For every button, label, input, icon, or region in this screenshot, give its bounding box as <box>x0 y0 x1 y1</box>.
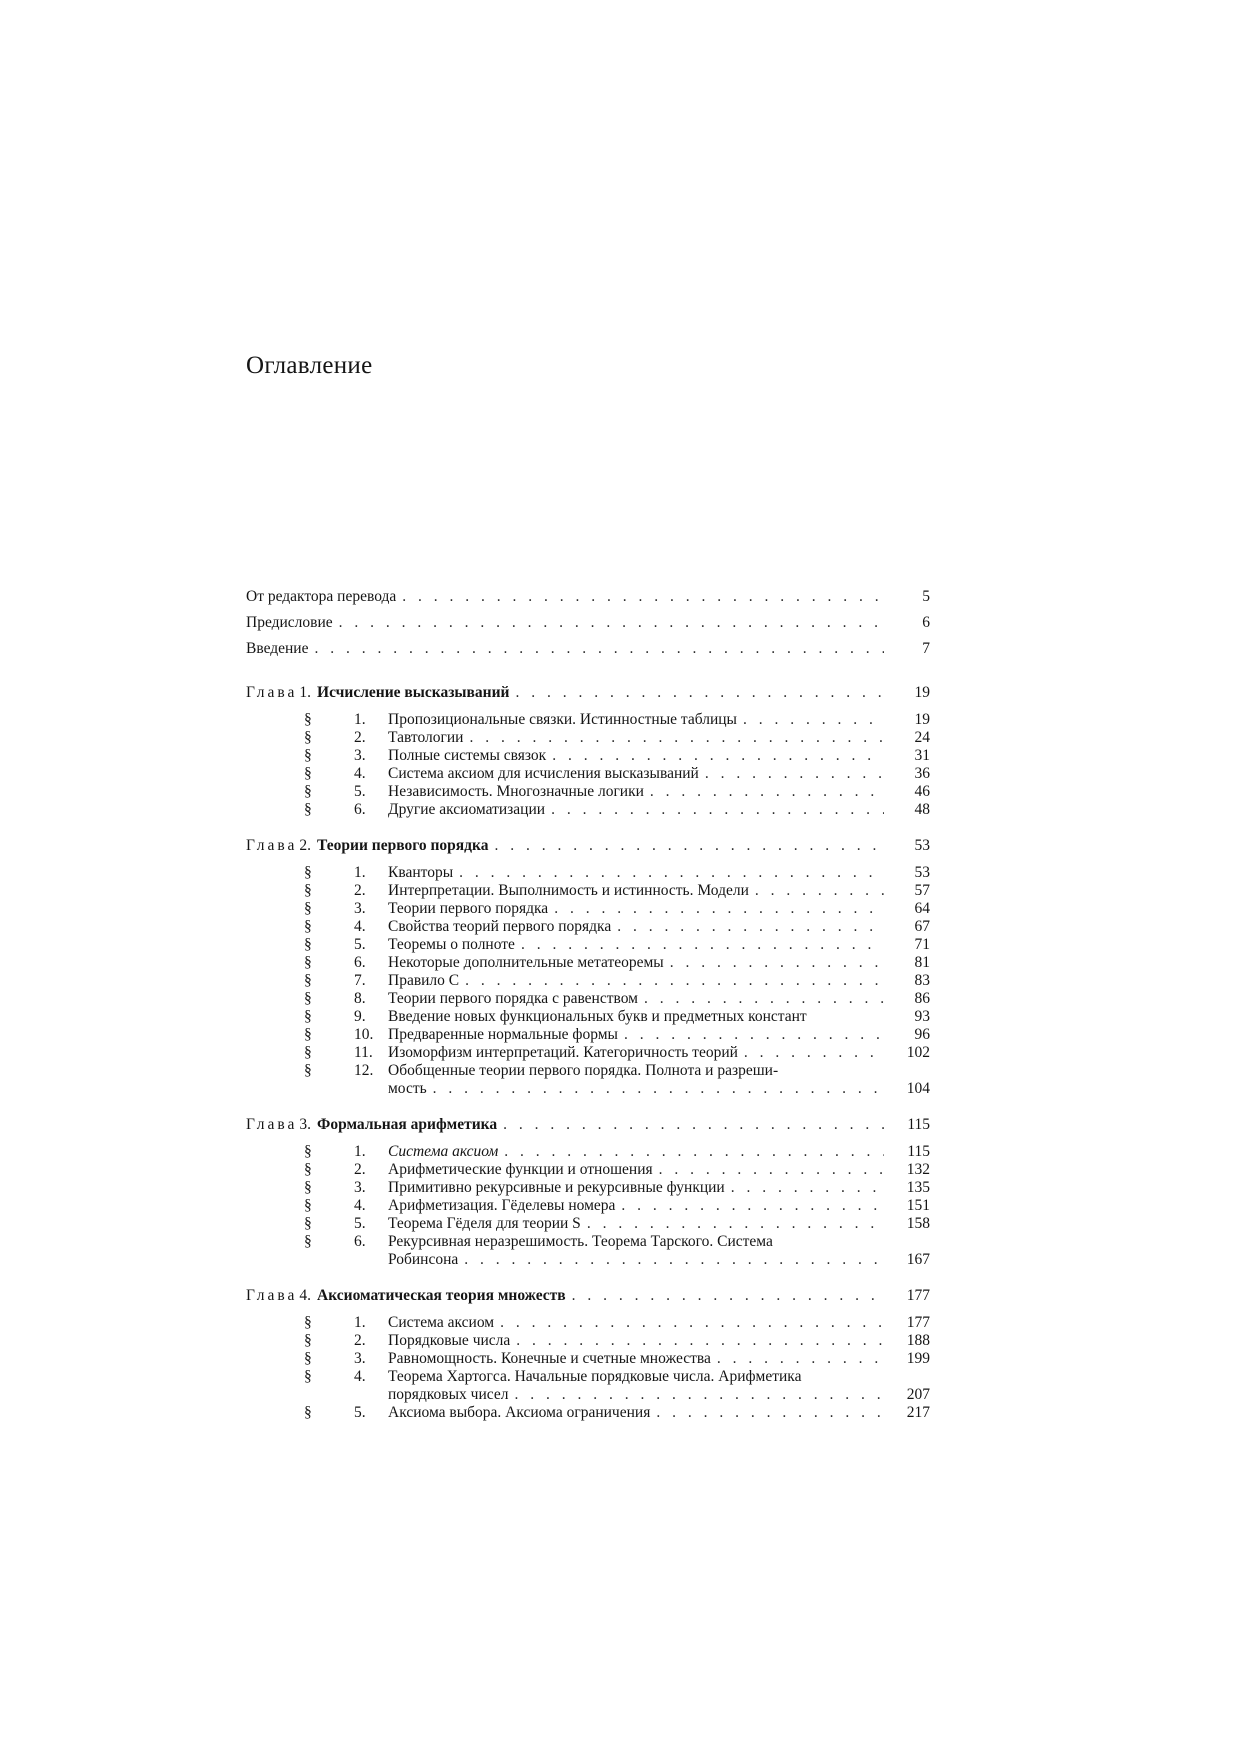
section-title: Тавтологии <box>388 729 464 746</box>
section-sign: § <box>304 783 312 800</box>
section-title: Обобщенные теории первого порядка. Полнота и разреши- <box>388 1062 779 1079</box>
page-number: 135 <box>906 1179 930 1196</box>
section-sign: § <box>304 1215 312 1232</box>
section-title: Введение новых функциональных букв и предметных констант <box>388 1008 807 1025</box>
page-number: 177 <box>906 1314 930 1331</box>
section-sign: § <box>304 882 312 899</box>
chapter-block <box>246 684 930 819</box>
section-title: Кванторы <box>388 864 454 881</box>
section-sign: § <box>304 1008 312 1025</box>
toc-entry-section[interactable] <box>246 711 930 729</box>
section-number: 1. <box>354 1143 366 1160</box>
toc-entry-section[interactable] <box>246 765 930 783</box>
toc-entry-section[interactable] <box>246 1179 930 1197</box>
section-number: 7. <box>354 972 366 989</box>
section-sign: § <box>304 801 312 818</box>
dot-leader <box>552 747 884 765</box>
section-number: 1. <box>354 1314 366 1331</box>
section-number: 5. <box>354 936 366 953</box>
dot-leader <box>464 1251 884 1269</box>
toc-entry-section[interactable] <box>246 990 930 1008</box>
chapter-title: Формальная арифметика <box>317 1116 498 1133</box>
page-number: 53 <box>914 864 930 881</box>
dot-leader <box>515 684 884 702</box>
section-title: Правило C <box>388 972 460 989</box>
toc-entry-section[interactable] <box>246 1044 930 1062</box>
chapter-title: Теории первого порядка <box>317 837 489 854</box>
chapter-number: 4. <box>299 1287 312 1304</box>
section-number: 3. <box>354 747 366 764</box>
section-number: 6. <box>354 801 366 818</box>
toc-entry-section-continuation[interactable] <box>246 1386 930 1404</box>
chapter-lead <box>246 837 488 855</box>
dot-leader <box>465 972 884 990</box>
section-title: Другие аксиоматизации <box>388 801 546 818</box>
toc-entry-section[interactable] <box>246 783 930 801</box>
section-sign: § <box>304 1026 312 1043</box>
entry-title: Введение <box>246 640 309 657</box>
section-sign: § <box>304 1044 312 1061</box>
chapter-title: Аксиоматическая теория множеств <box>317 1287 566 1304</box>
page-number: 217 <box>906 1404 930 1421</box>
section-number: 12. <box>354 1062 374 1079</box>
section-sign: § <box>304 1179 312 1196</box>
section-sign: § <box>304 1143 312 1160</box>
dot-leader <box>554 900 884 918</box>
toc-entry-section[interactable] <box>246 1062 930 1080</box>
toc-entry-section[interactable] <box>246 972 930 990</box>
page-number: 151 <box>906 1197 930 1214</box>
section-number: 3. <box>354 900 366 917</box>
dot-leader <box>659 1161 884 1179</box>
toc-entry-section[interactable] <box>246 1143 930 1161</box>
toc-entry-front-matter[interactable] <box>246 588 930 614</box>
section-title: Рекурсивная неразрешимость. Теорема Тарского. Система <box>388 1233 773 1250</box>
dot-leader <box>551 801 884 819</box>
section-title-continuation: Робинсона <box>388 1251 459 1268</box>
chapter-lead <box>246 1287 566 1305</box>
dot-leader <box>433 1080 884 1098</box>
section-number: 6. <box>354 1233 366 1250</box>
section-title: Полные системы связок <box>388 747 547 764</box>
toc-entry-section[interactable] <box>246 900 930 918</box>
section-title: Система аксиом <box>388 1143 499 1160</box>
dot-leader <box>503 1116 884 1134</box>
dot-leader <box>500 1314 884 1332</box>
dot-leader <box>755 882 884 900</box>
toc-entry-section[interactable] <box>246 1215 930 1233</box>
section-sign: § <box>304 765 312 782</box>
page-number: 93 <box>914 1008 930 1025</box>
chapter-block <box>246 837 930 1098</box>
dot-leader <box>494 837 884 855</box>
page-number: 19 <box>914 711 930 728</box>
toc-entry-section-continuation[interactable] <box>246 1251 930 1269</box>
dot-leader <box>572 1287 884 1305</box>
toc-entry-section[interactable] <box>246 1404 930 1422</box>
page-number: 31 <box>914 747 930 764</box>
dot-leader <box>504 1143 884 1161</box>
section-number: 2. <box>354 882 366 899</box>
dot-leader <box>339 614 884 632</box>
dot-leader <box>516 1332 884 1350</box>
dot-leader <box>731 1179 884 1197</box>
dot-leader <box>617 918 884 936</box>
section-title: Равномощность. Конечные и счетные множества <box>388 1350 711 1367</box>
section-title: Изоморфизм интерпретаций. Категоричность теорий <box>388 1044 738 1061</box>
toc-entry-section[interactable] <box>246 1233 930 1251</box>
toc-entry-front-matter[interactable] <box>246 614 930 640</box>
section-number: 6. <box>354 954 366 971</box>
dot-leader <box>705 765 884 783</box>
page-number: 104 <box>906 1080 930 1097</box>
chapter-title: Исчисление высказываний <box>317 684 510 701</box>
toc-entry-section[interactable] <box>246 801 930 819</box>
dot-leader <box>314 640 884 658</box>
chapter-block <box>246 1287 930 1422</box>
page-number: 67 <box>914 918 930 935</box>
section-sign: § <box>304 1233 312 1250</box>
chapter-number: 2. <box>299 837 312 854</box>
section-number: 2. <box>354 1161 366 1178</box>
page-number: 53 <box>914 837 930 854</box>
toc-entry-section[interactable] <box>246 729 930 747</box>
dot-leader <box>624 1026 884 1044</box>
dot-leader <box>744 1044 884 1062</box>
section-sign: § <box>304 729 312 746</box>
page-number: 96 <box>914 1026 930 1043</box>
dot-leader <box>514 1386 884 1404</box>
section-number: 4. <box>354 918 366 935</box>
page-number: 86 <box>914 990 930 1007</box>
section-number: 3. <box>354 1350 366 1367</box>
section-number: 4. <box>354 1368 366 1385</box>
section-number: 1. <box>354 864 366 881</box>
section-number: 10. <box>354 1026 374 1043</box>
section-sign: § <box>304 1332 312 1349</box>
section-sign: § <box>304 1314 312 1331</box>
section-title: Порядковые числа <box>388 1332 511 1349</box>
dot-leader <box>743 711 884 729</box>
section-title: Независимость. Многозначные логики <box>388 783 644 800</box>
dot-leader <box>459 864 884 882</box>
dot-leader <box>469 729 884 747</box>
toc-entry-section-continuation[interactable] <box>246 1080 930 1098</box>
page-number: 64 <box>914 900 930 917</box>
section-title: Некоторые дополнительные метатеоремы <box>388 954 664 971</box>
chapter-label: Глава <box>246 837 298 854</box>
chapter-block <box>246 1116 930 1269</box>
toc-entry-section[interactable] <box>246 918 930 936</box>
chapter-lead <box>246 684 509 702</box>
chapter-number: 1. <box>299 684 312 701</box>
section-sign: § <box>304 990 312 1007</box>
section-title: Теорема Гёделя для теории S <box>388 1215 581 1232</box>
dot-leader <box>650 783 884 801</box>
page-number: 158 <box>906 1215 930 1232</box>
chapter-heading[interactable] <box>246 1116 930 1143</box>
page-number: 207 <box>906 1386 930 1403</box>
toc-entry-section[interactable] <box>246 864 930 882</box>
page-number: 24 <box>914 729 930 746</box>
section-number: 3. <box>354 1179 366 1196</box>
section-number: 5. <box>354 1404 366 1421</box>
dot-leader <box>402 588 884 606</box>
section-number: 2. <box>354 729 366 746</box>
page-number: 115 <box>907 1116 930 1133</box>
section-sign: § <box>304 747 312 764</box>
section-title: Теоремы о полноте <box>388 936 515 953</box>
dot-leader <box>644 990 884 1008</box>
page-number: 46 <box>914 783 930 800</box>
section-number: 4. <box>354 765 366 782</box>
section-sign: § <box>304 1062 312 1079</box>
section-title: Интерпретации. Выполнимость и истинность. Модели <box>388 882 749 899</box>
dot-leader <box>587 1215 884 1233</box>
page-number: 102 <box>906 1044 930 1061</box>
dot-leader <box>670 954 884 972</box>
section-sign: § <box>304 918 312 935</box>
section-sign: § <box>304 1404 312 1421</box>
section-title: Примитивно рекурсивные и рекурсивные функции <box>388 1179 725 1196</box>
chapter-number: 3. <box>299 1116 312 1133</box>
section-number: 5. <box>354 1215 366 1232</box>
section-title-continuation: порядковых чисел <box>388 1386 509 1403</box>
toc-entry-section[interactable] <box>246 954 930 972</box>
dot-leader <box>521 936 884 954</box>
page-title: Оглавление <box>246 352 373 379</box>
section-title: Система аксиом для исчисления высказываний <box>388 765 699 782</box>
toc-entry-section[interactable] <box>246 747 930 765</box>
toc-entry-front-matter[interactable] <box>246 640 930 666</box>
page-number: 48 <box>914 801 930 818</box>
section-title: Теорема Хартогса. Начальные порядковые числа. Арифметика <box>388 1368 802 1385</box>
dot-leader <box>656 1404 884 1422</box>
page-number: 177 <box>906 1287 930 1304</box>
dot-leader <box>717 1350 884 1368</box>
chapter-label: Глава <box>246 1287 298 1304</box>
section-title: Арифметизация. Гёделевы номера <box>388 1197 616 1214</box>
section-sign: § <box>304 900 312 917</box>
section-title: Аксиома выбора. Аксиома ограничения <box>388 1404 651 1421</box>
entry-title: От редактора перевода <box>246 588 397 605</box>
chapter-lead <box>246 1116 497 1134</box>
section-sign: § <box>304 1197 312 1214</box>
toc-entry-section[interactable] <box>246 882 930 900</box>
chapter-heading[interactable] <box>246 837 930 864</box>
chapter-label: Глава <box>246 1116 298 1133</box>
section-title: Система аксиом <box>388 1314 495 1331</box>
section-sign: § <box>304 711 312 728</box>
toc-entry-section[interactable] <box>246 936 930 954</box>
section-sign: § <box>304 1368 312 1385</box>
page-number: 132 <box>906 1161 930 1178</box>
toc-entry-section[interactable] <box>246 1161 930 1179</box>
page-number: 188 <box>906 1332 930 1349</box>
chapter-label: Глава <box>246 684 298 701</box>
page-number: 36 <box>914 765 930 782</box>
dot-leader <box>621 1197 884 1215</box>
section-title: Предваренные нормальные формы <box>388 1026 618 1043</box>
section-number: 11. <box>354 1044 373 1061</box>
section-sign: § <box>304 864 312 881</box>
page-number: 6 <box>922 614 930 631</box>
toc-entry-section[interactable] <box>246 1332 930 1350</box>
page-number: 71 <box>914 936 930 953</box>
page-number: 81 <box>914 954 930 971</box>
page-number: 199 <box>906 1350 930 1367</box>
section-number: 4. <box>354 1197 366 1214</box>
section-title: Теории первого порядка с равенством <box>388 990 638 1007</box>
page-number: 57 <box>914 882 930 899</box>
toc-entry-section[interactable] <box>246 1197 930 1215</box>
section-title: Свойства теорий первого порядка <box>388 918 612 935</box>
section-number: 8. <box>354 990 366 1007</box>
toc-entry-section[interactable] <box>246 1008 930 1026</box>
toc-entry-section[interactable] <box>246 1314 930 1332</box>
section-number: 2. <box>354 1332 366 1349</box>
table-of-contents <box>246 588 930 1422</box>
page-number: 7 <box>922 640 930 657</box>
entry-title: Предисловие <box>246 614 333 631</box>
section-number: 9. <box>354 1008 366 1025</box>
page-number: 115 <box>907 1143 930 1160</box>
section-sign: § <box>304 972 312 989</box>
section-number: 5. <box>354 783 366 800</box>
section-sign: § <box>304 936 312 953</box>
page-number: 167 <box>906 1251 930 1268</box>
section-title-continuation: мость <box>388 1080 427 1097</box>
section-sign: § <box>304 954 312 971</box>
page-number: 19 <box>914 684 930 701</box>
section-number: 1. <box>354 711 366 728</box>
page-number: 83 <box>914 972 930 989</box>
section-title: Арифметические функции и отношения <box>388 1161 653 1178</box>
chapter-heading[interactable] <box>246 684 930 711</box>
page-number: 5 <box>922 588 930 605</box>
section-title: Пропозициональные связки. Истинностные таблицы <box>388 711 737 728</box>
section-title: Теории первого порядка <box>388 900 549 917</box>
toc-entry-section[interactable] <box>246 1368 930 1386</box>
section-sign: § <box>304 1350 312 1367</box>
section-sign: § <box>304 1161 312 1178</box>
toc-entry-section[interactable] <box>246 1026 930 1044</box>
chapter-heading[interactable] <box>246 1287 930 1314</box>
toc-entry-section[interactable] <box>246 1350 930 1368</box>
